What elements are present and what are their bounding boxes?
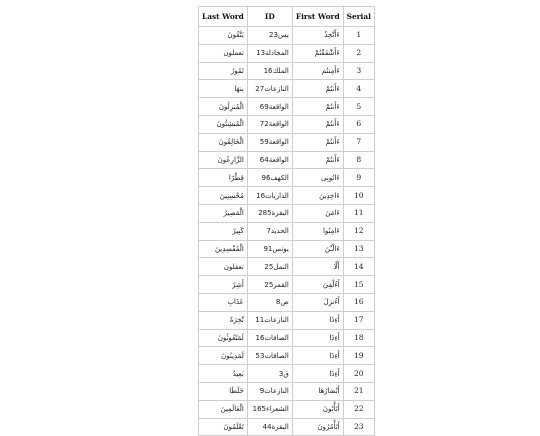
last-word-cell: الْمُنشِئُونَ (199, 115, 248, 133)
first-word-cell: ءَأَنتُمْ (292, 115, 343, 133)
first-word-cell: ءَاخِذِينَ (292, 187, 343, 205)
serial-cell: 23 (343, 418, 374, 436)
first-word-cell: أَبْصَارُهَا (292, 382, 343, 400)
last-word-cell: تعملون (199, 44, 248, 62)
id-cell: الكهف96 (247, 169, 292, 187)
first-word-cell: ءَأَنتُمْ (292, 80, 343, 98)
serial-cell: 2 (343, 44, 374, 62)
serial-cell: 3 (343, 62, 374, 80)
serial-cell: 4 (343, 80, 374, 98)
serial-cell: 7 (343, 133, 374, 151)
serial-cell: 10 (343, 187, 374, 205)
last-word-cell: بَعِيدٌ (199, 365, 248, 383)
id-cell: القمر25 (247, 276, 292, 294)
id-cell: المجادلة13 (247, 44, 292, 62)
table-row (199, 62, 375, 80)
last-word-cell: لَمَدِينُونَ (199, 347, 248, 365)
id-cell: الملك16 (247, 62, 292, 80)
table-row (199, 80, 375, 98)
id-cell: يونس91 (247, 240, 292, 258)
last-word-cell: الْمُفْسِدِينَ (199, 240, 248, 258)
table-row (199, 151, 375, 169)
header-first-word: First Word (292, 7, 343, 27)
table-row (199, 169, 375, 187)
table-row (199, 44, 375, 62)
id-cell: الحديد7 (247, 222, 292, 240)
last-word-cell: قِطْرًا (199, 169, 248, 187)
last-word-cell: الْمَصِيرُ (199, 204, 248, 222)
header-serial: Serial (343, 7, 374, 27)
first-word-cell: أَلَّا (292, 258, 343, 276)
table-row (199, 382, 375, 400)
last-word-cell: الْخَالِقُونَ (199, 133, 248, 151)
table-row (199, 400, 375, 418)
id-cell: يس23 (247, 27, 292, 45)
id-cell: الصافات16 (247, 329, 292, 347)
first-word-cell: ءَأَنتُمْ (292, 151, 343, 169)
id-cell: الواقعة72 (247, 115, 292, 133)
first-word-cell: أَتَأْتُونَ (292, 400, 343, 418)
last-word-cell: الْعَالَمِينَ (199, 400, 248, 418)
table-row (199, 418, 375, 436)
id-cell: ق3 (247, 365, 292, 383)
serial-cell: 6 (343, 115, 374, 133)
first-word-cell: ءَأَمِنتُم (292, 62, 343, 80)
first-word-cell: أَءِذَا (292, 311, 343, 329)
last-word-cell: الْمُنزِلُونَ (199, 98, 248, 116)
last-word-cell: تَمُورُ (199, 62, 248, 80)
serial-cell: 17 (343, 311, 374, 329)
id-cell: الصافات53 (247, 347, 292, 365)
last-word-cell: كَبِيرٌ (199, 222, 248, 240)
serial-cell: 14 (343, 258, 374, 276)
last-word-cell: نَّخِرَةً (199, 311, 248, 329)
id-cell: الواقعة69 (247, 98, 292, 116)
last-word-cell: تعقلون (199, 258, 248, 276)
table-row (199, 27, 375, 45)
table-row (199, 240, 375, 258)
serial-cell: 22 (343, 400, 374, 418)
serial-cell: 9 (343, 169, 374, 187)
id-cell: النازعات27 (247, 80, 292, 98)
first-word-cell: أَءِذَا (292, 347, 343, 365)
serial-cell: 12 (343, 222, 374, 240)
table-row (199, 276, 375, 294)
first-word-cell: أَءِذَا (292, 365, 343, 383)
serial-cell: 5 (343, 98, 374, 116)
serial-cell: 8 (343, 151, 374, 169)
table-row (199, 222, 375, 240)
table-row (199, 204, 375, 222)
first-word-cell: ءَالْـَٰٔنَ (292, 240, 343, 258)
last-word-cell: تَعْلَمُونَ (199, 418, 248, 436)
table-row (199, 347, 375, 365)
table-row (199, 365, 375, 383)
last-word-cell: لَمَبْعُوثُونَ (199, 329, 248, 347)
header-id: ID (247, 7, 292, 27)
id-cell: الذاريات16 (247, 187, 292, 205)
first-word-cell: ءَأَشْفَقْتُمْ (292, 44, 343, 62)
table-row (199, 311, 375, 329)
table-header-row (199, 7, 375, 27)
id-cell: النازعات9 (247, 382, 292, 400)
table-container (198, 6, 375, 436)
first-word-cell: ءَأَنتُمْ (292, 98, 343, 116)
table-row (199, 98, 375, 116)
table-row (199, 293, 375, 311)
first-word-cell: أَتَأْمُرُونَ (292, 418, 343, 436)
table-row (199, 115, 375, 133)
table-row (199, 329, 375, 347)
header-last-word: Last Word (199, 7, 248, 27)
id-cell: النمل25 (247, 258, 292, 276)
serial-cell: 19 (343, 347, 374, 365)
serial-cell: 18 (343, 329, 374, 347)
last-word-cell: يَتَّقُونَ (199, 27, 248, 45)
id-cell: الواقعة59 (247, 133, 292, 151)
table-row (199, 187, 375, 205)
first-word-cell: ءَأَنتُمْ (292, 133, 343, 151)
table-row (199, 258, 375, 276)
serial-cell: 1 (343, 27, 374, 45)
first-word-cell: أَءُلْقِيَ (292, 276, 343, 294)
first-word-cell: أَءُنزِلَ (292, 293, 343, 311)
first-word-cell: ءَامِنُوا (292, 222, 343, 240)
serial-cell: 13 (343, 240, 374, 258)
last-word-cell: بنهَا (199, 80, 248, 98)
serial-cell: 11 (343, 204, 374, 222)
id-cell: البقرة44 (247, 418, 292, 436)
serial-cell: 20 (343, 365, 374, 383)
first-word-cell: ءَأَتَّخِذُ (292, 27, 343, 45)
table-body (199, 27, 375, 436)
id-cell: الشعراء165 (247, 400, 292, 418)
first-word-cell: ءَاتُونِى (292, 169, 343, 187)
last-word-cell: عَذَابِ (199, 293, 248, 311)
id-cell: ص8 (247, 293, 292, 311)
serial-cell: 15 (343, 276, 374, 294)
id-cell: الواقعة64 (247, 151, 292, 169)
last-word-cell: أَشِرٌ (199, 276, 248, 294)
last-word-cell: خَلَطَا (199, 382, 248, 400)
first-word-cell: أَءِذَا (292, 329, 343, 347)
first-word-cell: ءَامَنَ (292, 204, 343, 222)
last-word-cell: الزَّارِعُونَ (199, 151, 248, 169)
table-row (199, 133, 375, 151)
last-word-cell: مُحْسِنِينَ (199, 187, 248, 205)
id-cell: النازعات11 (247, 311, 292, 329)
serial-cell: 16 (343, 293, 374, 311)
word-table (198, 6, 375, 436)
id-cell: البقرة285 (247, 204, 292, 222)
serial-cell: 21 (343, 382, 374, 400)
